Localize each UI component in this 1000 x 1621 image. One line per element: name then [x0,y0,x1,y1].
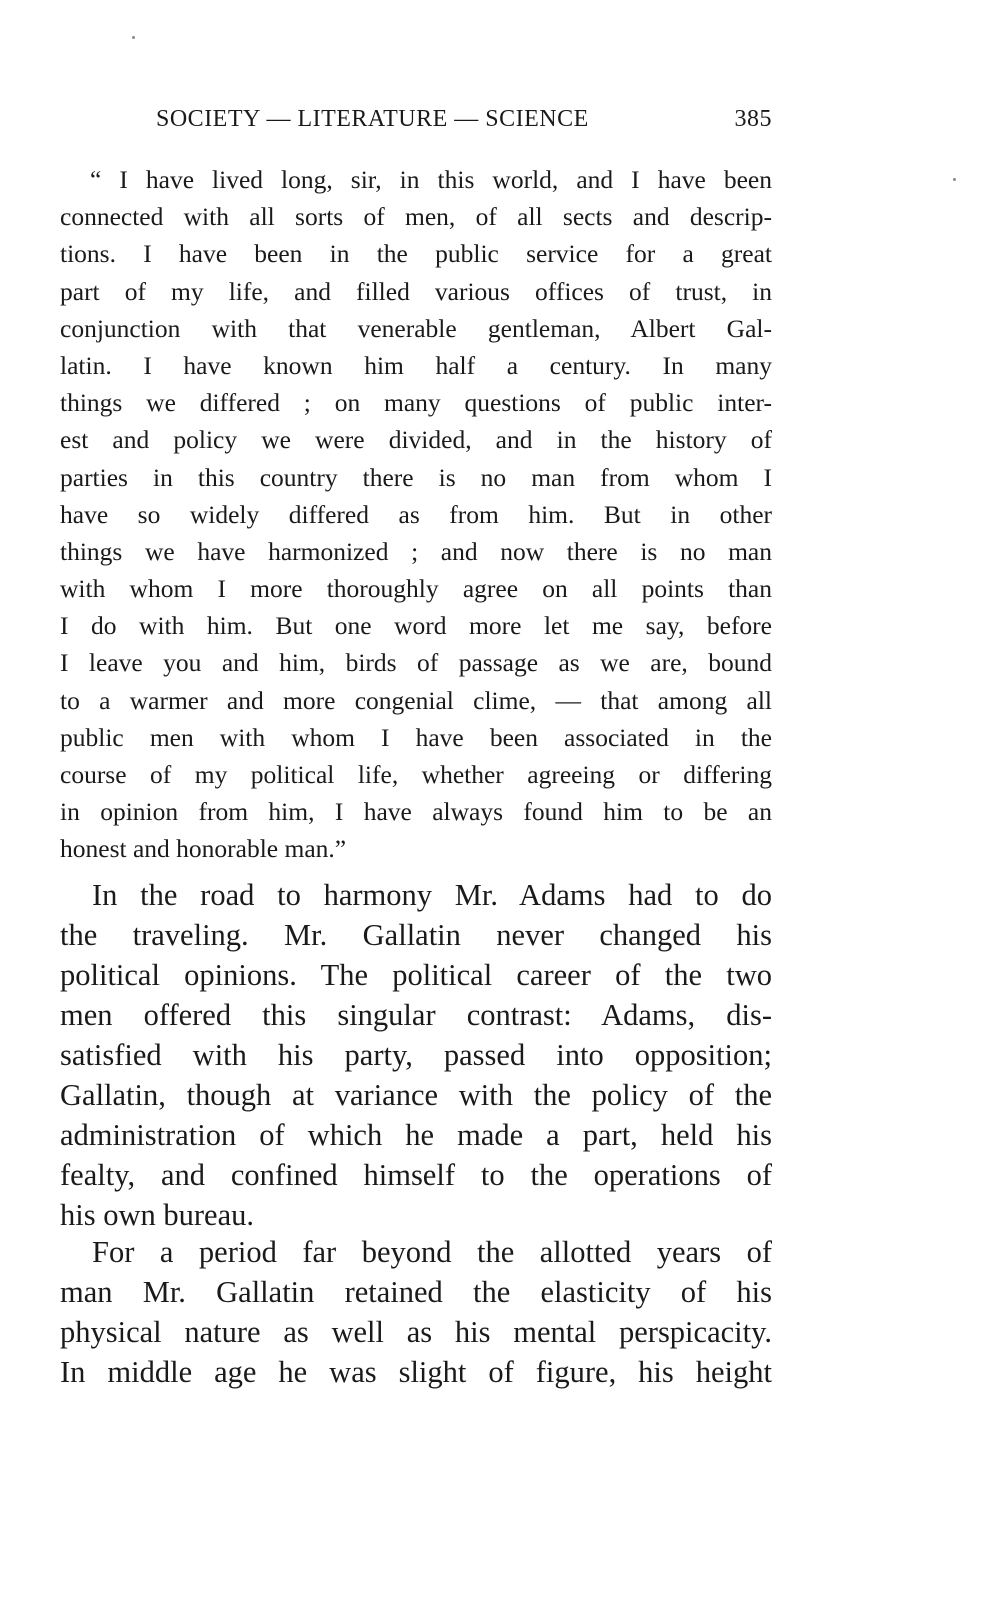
text-line: things we differed ; on many questions of public inter- [60,388,772,418]
running-head [60,106,772,140]
paper-speck [953,178,956,181]
text-line: tions. I have been in the public service for a great [60,239,772,269]
text-line: physical nature as well as his mental perspicacity. [60,1315,772,1349]
text-line: I leave you and him, birds of passage as we are, bound [60,648,772,678]
paragraph-2 [60,1232,772,1392]
text-line: Gallatin, though at variance with the policy of the [60,1078,772,1112]
text-line: with whom I more thoroughly agree on all points than [60,574,772,604]
text-line: things we have harmonized ; and now there is no man [60,536,772,566]
text-line: connected with all sorts of men, of all sects and descrip- [60,202,772,232]
running-head-title: SOCIETY — LITERATURE — SCIENCE [156,106,589,132]
text-line: man Mr. Gallatin retained the elasticity of his [60,1275,772,1309]
text-line: public men with whom I have been associated in the [60,722,772,752]
text-line: have so widely differed as from him. But in other [60,499,772,529]
page-number: 385 [734,106,772,132]
text-line: latin. I have known him half a century. In many [60,350,772,380]
text-line: administration of which he made a part, held his [60,1118,772,1152]
paragraph-1 [60,875,772,1235]
text-line: men offered this singular contrast: Adams, dis- [60,998,772,1032]
text-line: to a warmer and more congenial clime, — that among all [60,685,772,715]
text-line: fealty, and confined himself to the operations of [60,1158,772,1192]
paper-speck [132,36,135,39]
text-line: honest and honorable man.” [60,834,347,864]
text-line: In middle age he was slight of figure, his height [60,1355,772,1389]
text-line: In the road to harmony Mr. Adams had to do [92,878,772,912]
text-line: parties in this country there is no man from whom I [60,462,772,492]
text-line: conjunction with that venerable gentleman, Albert Gal- [60,313,772,343]
text-line: the traveling. Mr. Gallatin never changed his [60,918,772,952]
text-line: his own bureau. [60,1198,254,1232]
text-line: part of my life, and filled various offices of trust, in [60,276,772,306]
text-line: est and policy we were divided, and in the history of [60,425,772,455]
text-line: course of my political life, whether agreeing or differing [60,760,772,789]
text-line: For a period far beyond the allotted years of [92,1235,772,1269]
text-line: in opinion from him, I have always found him to be an [60,797,772,827]
quotation-block [60,161,772,868]
text-line: political opinions. The political career of the two [60,958,772,992]
text-line: satisfied with his party, passed into opposition; [60,1038,772,1072]
text-line: “ I have lived long, sir, in this world, and I have been [90,165,772,194]
text-line: I do with him. But one word more let me say, before [60,611,772,641]
